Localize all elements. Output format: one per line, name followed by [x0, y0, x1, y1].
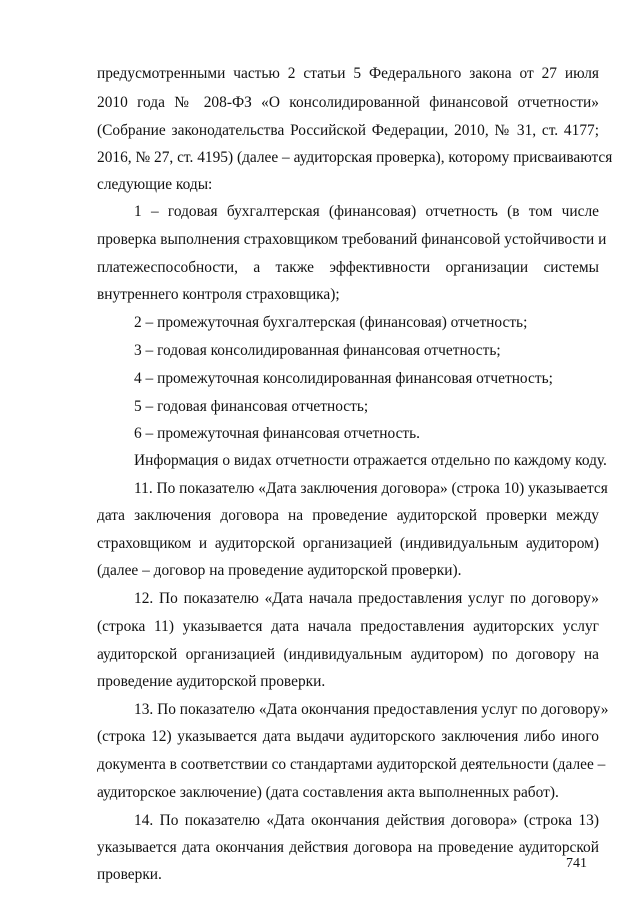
text-line: 11. По показателю «Дата заключения договора» (строка 10) указывается: [134, 480, 608, 497]
text-line: 6 – промежуточная финансовая отчетность.: [134, 425, 420, 442]
text-line: (Собрание законодательства Российской Федерации, 2010, № 31, ст. 4177;: [97, 122, 599, 139]
text-line: 2010 года № 208-ФЗ «О консолидированной финансовой отчетности»: [97, 94, 599, 111]
page-number: 741: [566, 856, 587, 871]
text-line: дата заключения договора на проведение аудиторской проверки между: [97, 507, 599, 524]
text-line: Информация о видах отчетности отражается отдельно по каждому коду.: [134, 452, 607, 469]
text-line: 4 – промежуточная консолидированная финансовая отчетность;: [134, 370, 553, 387]
text-line: 1 – годовая бухгалтерская (финансовая) отчетность (в том числе: [134, 203, 599, 220]
text-line: аудиторское заключение) (дата составления акта выполненных работ).: [97, 784, 559, 801]
text-line: платежеспособности, а также эффективности организации системы: [97, 259, 599, 276]
text-line: (далее – договор на проведение аудиторской проверки).: [97, 562, 462, 579]
text-line: 3 – годовая консолидированная финансовая отчетность;: [134, 342, 501, 359]
text-line: 12. По показателю «Дата начала предоставления услуг по договору»: [134, 590, 599, 607]
text-line: документа в соответствии со стандартами аудиторской деятельности (далее –: [97, 756, 606, 773]
text-line: предусмотренными частью 2 статьи 5 Федерального закона от 27 июля: [97, 65, 599, 82]
text-line: страховщиком и аудиторской организацией (индивидуальным аудитором): [97, 535, 599, 552]
text-line: 13. По показателю «Дата окончания предоставления услуг по договору»: [134, 701, 609, 718]
text-line: (строка 11) указывается дата начала предоставления аудиторских услуг: [97, 618, 599, 635]
text-line: проверки.: [97, 866, 162, 883]
text-line: проведение аудиторской проверки.: [97, 673, 326, 690]
text-line: (строка 12) указывается дата выдачи аудиторского заключения либо иного: [97, 728, 599, 745]
text-line: проверка выполнения страховщиком требований финансовой устойчивости и: [97, 231, 607, 248]
text-line: 14. По показателю «Дата окончания действия договора» (строка 13): [134, 812, 599, 829]
text-line: аудиторской организацией (индивидуальным аудитором) по договору на: [97, 646, 599, 663]
text-line: 2 – промежуточная бухгалтерская (финансовая) отчетность;: [134, 314, 528, 331]
text-line: внутреннего контроля страховщика);: [97, 286, 340, 303]
text-line: 2016, № 27, ст. 4195) (далее – аудиторская проверка), которому присваиваются: [97, 149, 613, 166]
text-line: следующие коды:: [97, 176, 213, 193]
text-line: 5 – годовая финансовая отчетность;: [134, 398, 369, 415]
text-line: указывается дата окончания действия договора на проведение аудиторской: [97, 839, 599, 856]
